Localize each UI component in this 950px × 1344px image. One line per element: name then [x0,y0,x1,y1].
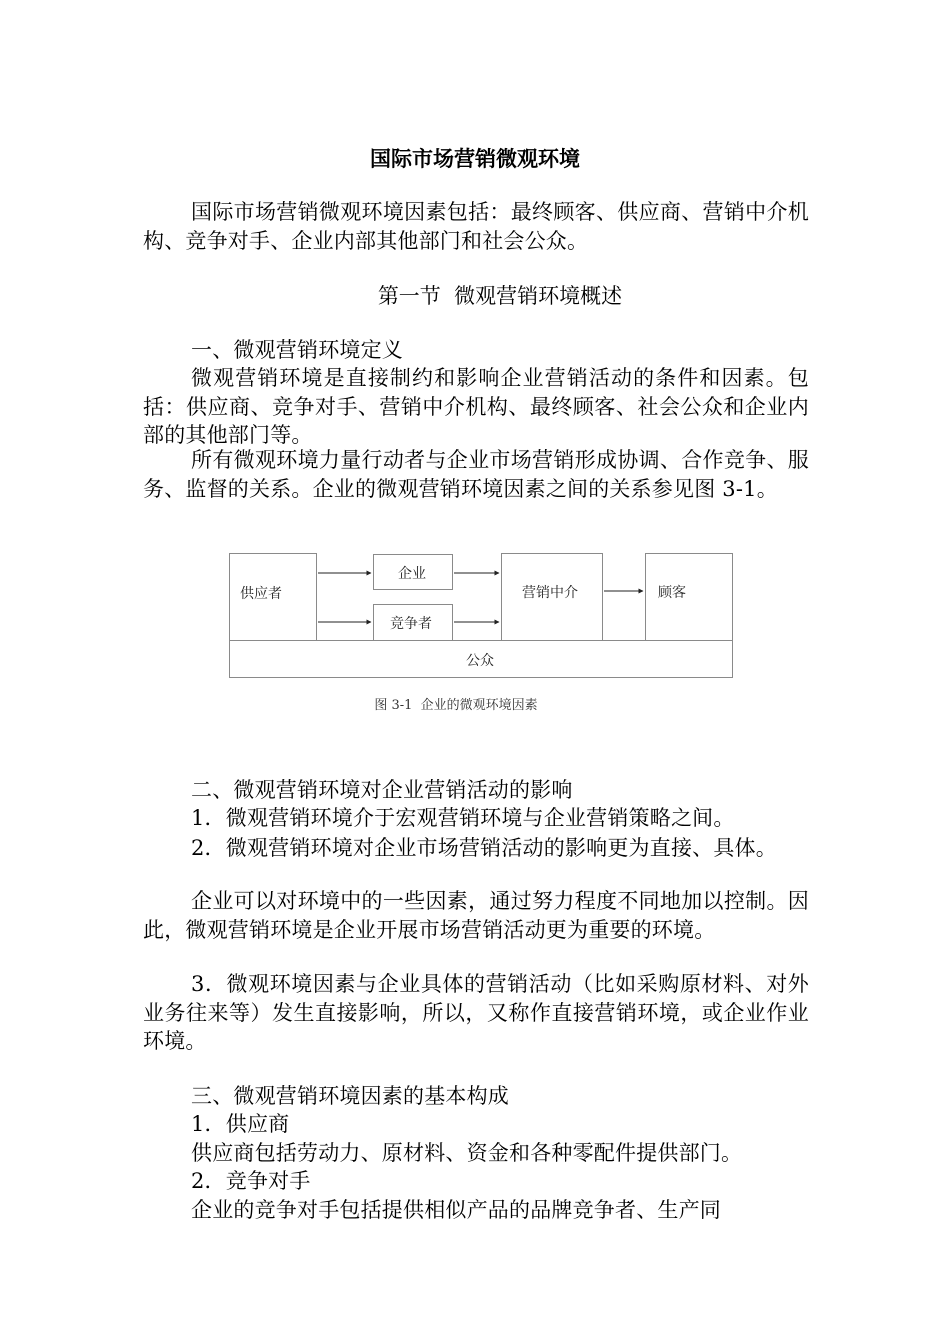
competitor-label: 竞争者 [390,616,432,632]
public-label: 公众 [466,653,494,669]
micro-environment-diagram [228,552,734,682]
subsection-heading-1: 一、微观营销环境定义 [191,338,403,362]
section-heading: 第一节 微观营销环境概述 [377,284,623,308]
figure-caption: 图 3-1 企业的微观环境因素 [374,698,538,713]
subsection-heading-2: 二、微观营销环境对企业营销活动的影响 [191,778,573,802]
component-2-text: 企业的竞争对手包括提供相似产品的品牌竞争者、生产同 [191,1198,721,1222]
definition-paragraph: 微观营销环境是直接制约和影响企业营销活动的条件和因素。包括：供应商、竞争对手、营销中介机构、最终顾客、社会公众和企业内部的其他部门等。 [143,366,809,447]
customer-label: 顾客 [658,585,686,601]
influence-item-2: 2．微观营销环境对企业市场营销活动的影响更为直接、具体。 [191,836,777,860]
intro-paragraph: 国际市场营销微观环境因素包括：最终顾客、供应商、营销中介机构、竞争对手、企业内部其他部门和社会公众。 [143,200,809,253]
document-title: 国际市场营销微观环境 [370,147,580,171]
diagram-arrows [228,552,734,682]
intermediary-label: 营销中介 [522,585,578,601]
relationship-paragraph: 所有微观环境力量行动者与企业市场营销形成协调、合作竞争、服务、监督的关系。企业的微观营销环境因素之间的关系参见图 3-1。 [143,448,809,501]
influence-item-3: 3．微观环境因素与企业具体的营销活动（比如采购原材料、对外业务往来等）发生直接影响，所以，又称作直接营销环境，或企业作业环境。 [143,972,809,1053]
influence-item-1: 1．微观营销环境介于宏观营销环境与企业营销策略之间。 [191,806,735,830]
subsection-heading-3: 三、微观营销环境因素的基本构成 [191,1084,509,1108]
component-1-text: 供应商包括劳动力、原材料、资金和各种零配件提供部门。 [191,1141,743,1165]
component-1-title: 1．供应商 [191,1112,290,1136]
component-2-title: 2．竞争对手 [191,1169,311,1193]
influence-item-2-note: 企业可以对环境中的一些因素，通过努力程度不同地加以控制。因此，微观营销环境是企业开展市场营销活动更为重要的环境。 [143,889,809,942]
supplier-label: 供应者 [240,586,282,602]
enterprise-label: 企业 [398,566,426,582]
